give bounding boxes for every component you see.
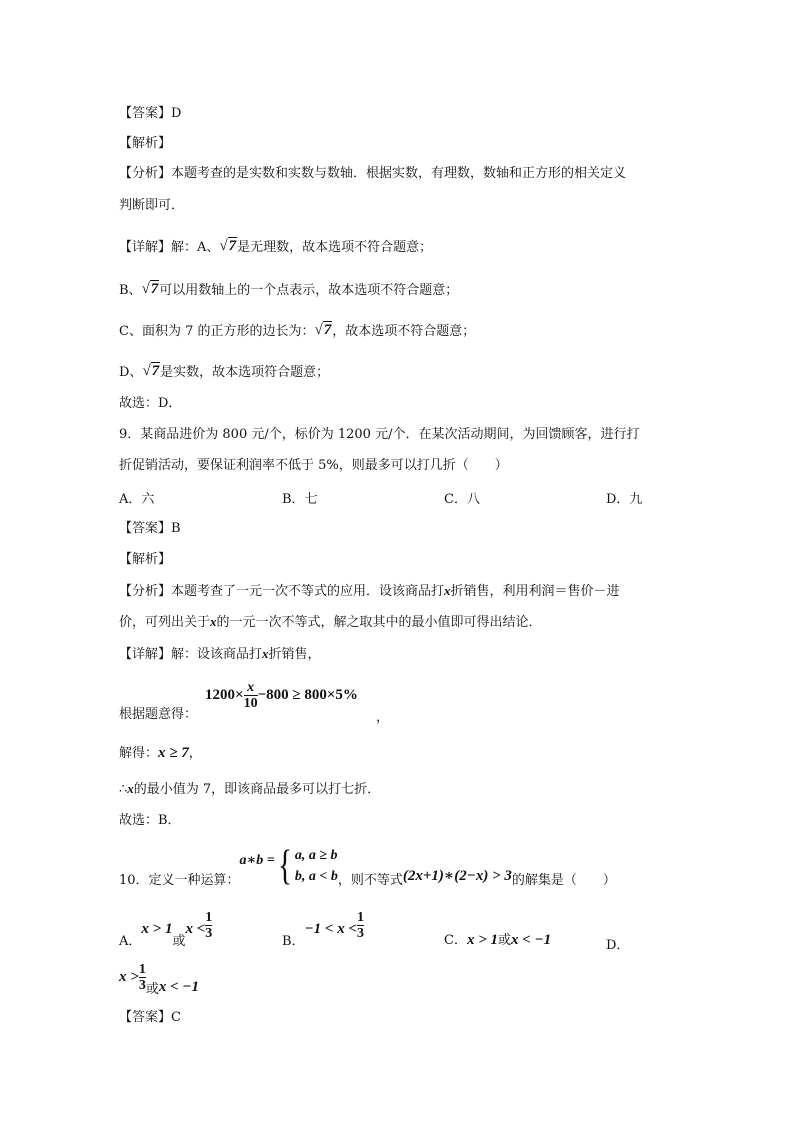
fraction: $\frac{1}{3}$ (205, 910, 213, 941)
therefore-symbol: ∴ (119, 782, 128, 797)
sqrt-7: √7 (141, 281, 159, 297)
q8-option-b (119, 279, 458, 301)
expr: x < −1 (158, 979, 199, 995)
q9-option-d: D．九 (606, 492, 643, 507)
solution: x ≥ 7 (158, 745, 189, 761)
expr: x < −1 (511, 932, 552, 948)
d-prefix: D、 (119, 365, 143, 380)
q9-conclusion: 故选：B． (119, 813, 181, 828)
q9-option-c: C．八 (444, 492, 480, 507)
q9-stem-1: 9．某商品进价为 800 元/个，标价为 1200 元/个．在某次活动期间，为回馈顾客，进行打 (119, 427, 640, 442)
q10-option-d-label: D． (606, 938, 630, 953)
detail-label: 【详解】解：A、 (119, 240, 220, 255)
c-prefix: C、面积为 7 的正方形的边长为： (119, 324, 315, 339)
q8-conclusion: 故选：D． (119, 396, 182, 411)
q9-solve (119, 743, 202, 764)
stem-c: 的解集是（ ） (511, 872, 616, 888)
c-text: ，故本选项不符合题意； (332, 324, 476, 339)
ineq: (2x+1)∗(2−x) > 3 (402, 867, 512, 884)
sqrt-7: √7 (314, 322, 332, 338)
q10-answer: 【答案】C (119, 1010, 181, 1025)
q9-analysis-2 (119, 612, 542, 633)
q8-answer: 【答案】D (119, 106, 182, 121)
comma: ， (188, 746, 202, 761)
q8-detail-a (119, 236, 432, 258)
var-x: x (127, 781, 134, 796)
q10-option-a (119, 910, 212, 952)
q9-option-a: A．六 (119, 492, 155, 507)
q9-option-b: B．七 (282, 492, 318, 507)
fraction: $\frac{1}{3}$ (138, 962, 146, 993)
q10-option-d (119, 962, 199, 1000)
expr: −1 < x < (304, 921, 357, 937)
q9-inequality (205, 680, 358, 711)
text: 价，可列出关于 (119, 615, 211, 630)
text: 的最小值为 7，即该商品最多可以打七折． (133, 782, 381, 797)
q9-analysis-1 (119, 581, 620, 602)
label: C． (444, 933, 467, 948)
var-x: x (444, 583, 451, 598)
q8-option-d (119, 361, 329, 383)
expr: x > 1 (141, 921, 173, 937)
ineq-left: 1200× (205, 687, 244, 703)
text: 的一元一次不等式，解之取其中的最小值即可得出结论． (216, 615, 542, 630)
text: 折销售，利用利润＝售价－进 (450, 584, 620, 599)
text: 【详解】解：设该商品打 (119, 647, 263, 662)
expr: x > (119, 969, 139, 985)
q10-option-b (282, 910, 364, 952)
b-text: 可以用数轴上的一个点表示，故本选项不符合题意； (159, 283, 459, 298)
text: 折销售， (268, 647, 321, 662)
q9-therefore (119, 779, 380, 800)
op-def: a∗b = (239, 852, 275, 868)
q9-stem-2: 折促销活动，要保证利润率不低于 5%，则最多可以打几折（ ） (119, 458, 508, 473)
label: B． (282, 934, 305, 949)
b-prefix: B、 (119, 283, 142, 298)
q10-stem (119, 845, 616, 887)
q8-option-c (119, 320, 475, 342)
q9-jiexi: 【解析】 (119, 552, 172, 567)
cases: a, a ≥ b b, a < b (294, 848, 338, 884)
q8-analysis-1: 【分析】本题考查的是实数和实数与数轴．根据实数，有理数，数轴和正方形的相关定义 (119, 166, 627, 181)
stem-b: ，则不等式 (337, 872, 403, 888)
or: 或 (498, 933, 512, 948)
q8-analysis-2: 判断即可． (119, 198, 185, 213)
q9-answer: 【答案】B (119, 521, 181, 536)
stem-a: 10．定义一种运算： (119, 872, 240, 888)
var-x: x (262, 646, 269, 661)
sqrt-7: √7 (219, 238, 237, 254)
expr: x < (185, 921, 206, 937)
q9-detail (119, 644, 321, 665)
sqrt-7: √7 (142, 363, 160, 379)
fraction: $\frac{1}{3}$ (357, 910, 364, 941)
var-x: x (210, 614, 217, 629)
brace-icon: { (277, 843, 292, 889)
text: 【分析】本题考查了一元一次不等式的应用．设该商品打 (119, 584, 445, 599)
expr: x > 1 (466, 932, 499, 948)
fraction: $\frac{x}{10}$ (243, 680, 258, 711)
d-text: 是实数，故本选项符合题意； (160, 365, 330, 380)
or: 或 (172, 934, 186, 949)
q8-jiexi: 【解析】 (119, 136, 172, 151)
label: A． (119, 934, 142, 949)
q9-comma: ， (376, 710, 390, 725)
solve-label: 解得： (119, 746, 159, 761)
q10-option-c (444, 930, 551, 951)
or: 或 (145, 982, 159, 997)
detail-a-text: 是无理数，故本选项不符合题意； (237, 240, 433, 255)
ineq-right: −800 ≥ 800×5% (257, 687, 358, 703)
q9-condition-label: 根据题意得： (119, 707, 198, 722)
